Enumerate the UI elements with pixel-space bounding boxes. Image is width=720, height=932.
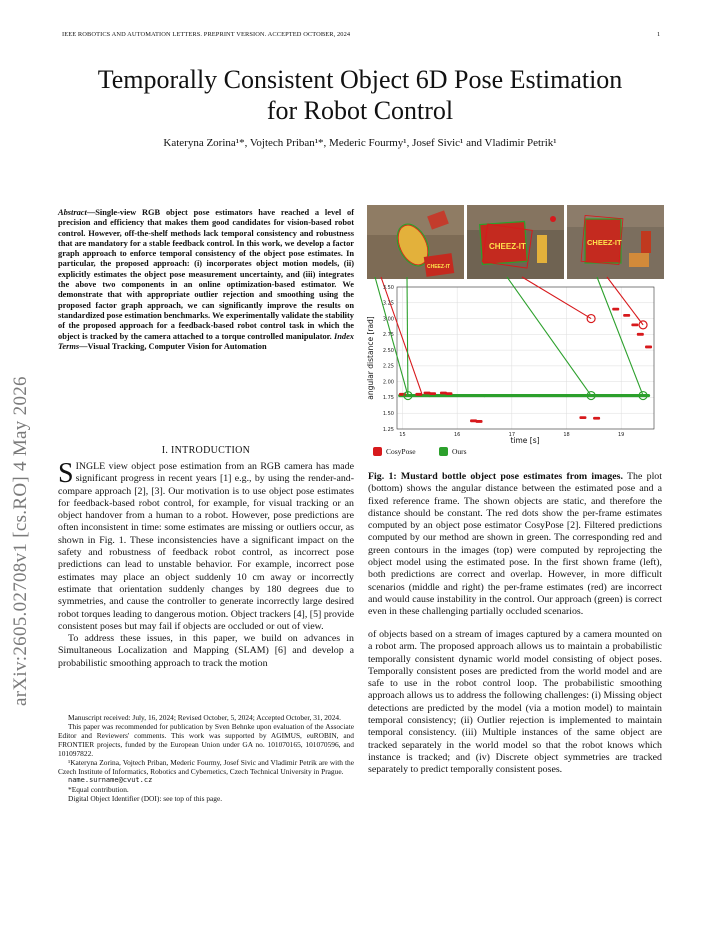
paper-title	[40, 64, 680, 126]
y-tick-label: 2.50	[382, 347, 394, 354]
legend-label-cosypose: CosyPose	[386, 447, 416, 456]
legend-swatch-cosypose	[373, 447, 382, 456]
x-tick-label: 16	[453, 432, 461, 438]
photo-label-middle: CHEEZ-IT	[489, 242, 526, 251]
highlight-marker	[639, 321, 647, 329]
legend-item-cosypose	[373, 447, 416, 456]
y-tick-label: 3.00	[382, 316, 394, 323]
footnotes	[58, 713, 354, 803]
y-tick-label: 2.00	[382, 379, 394, 386]
footnote-email[interactable]: name.surname@cvut.cz	[68, 776, 153, 784]
title-line-1: Temporally Consistent Object 6D Pose Estimation	[97, 65, 623, 94]
data-marks	[398, 308, 652, 423]
point-cosypose	[623, 314, 630, 317]
x-tick-label: 17	[508, 432, 516, 438]
legend-swatch-ours	[439, 447, 448, 456]
point-cosypose	[476, 420, 483, 423]
point-ours	[538, 394, 541, 397]
journal-header: IEEE ROBOTICS AND AUTOMATION LETTERS. PREPRINT VERSION. ACCEPTED OCTOBER, 2024	[62, 31, 351, 38]
connector-line	[407, 277, 408, 396]
y-tick-label: 3.25	[382, 300, 394, 307]
y-axis-label: angular distance [rad]	[366, 316, 375, 400]
point-cosypose	[415, 393, 422, 396]
footnote-doi: Digital Object Identifier (DOI): see top of this page.	[68, 794, 223, 803]
frame-image-left	[367, 205, 464, 279]
x-tick-label: 15	[399, 432, 406, 438]
point-cosypose	[637, 333, 644, 336]
intro-paragraph-2: To address these issues, in this paper, we build on advances in Simultaneous Localization and Mapping (SLAM) [6] and develop a probabilistic smoothing approach to track the motion	[58, 633, 354, 669]
figure-1	[367, 205, 664, 463]
caption-text: The plot (bottom) shows the angular distance between the estimated pose and a fixed reference frame. The shown objects are static, and therefore the distance should be constant. The red dots show the per-frame estimates computed by an object pose estimator CosyPose [2]. Filtered predictions computed by our method are shown in green. The corresponding red and green contours in the images (top) were computed by reprojecting the object model using the estimated pose. In the first shown frame (left), both predictions are correct and overlap. However, in more difficult scenarios (middle and right) the per-frame estimates (red) are incorrect and would cause instability in the control. Our approach (green) is correct even in these challenging partially occluded scenarios.	[368, 471, 662, 618]
footnote-received: Manuscript received: July, 16, 2024; Revised October, 5, 2024; Accepted October, 31, 2024.	[68, 713, 341, 722]
connector-line	[507, 277, 591, 396]
photo-label-left: CHEEZ-IT	[427, 264, 451, 270]
abstract-lead: Abstract	[58, 208, 87, 217]
legend-item-ours	[439, 447, 467, 456]
angular-distance-plot	[367, 279, 664, 447]
photo-label-right: CHEEZ-IT	[587, 238, 622, 247]
y-tick-label: 1.50	[382, 411, 394, 418]
plot-legend	[367, 447, 567, 459]
legend-label-ours: Ours	[452, 447, 467, 456]
x-tick-label: 18	[563, 432, 570, 438]
abstract	[58, 208, 354, 352]
y-tick-label: 3.50	[382, 284, 394, 291]
drop-cap: S	[58, 458, 74, 489]
abstract-text: —Single-view RGB object pose estimators have reached a level of precision and efficiency that makes them good candidates for vision-based robot control. However, off-the-shelf methods lack temporal consistency and robustness that are mandatory for a stable feedback control. In this work, we develop a factor graph approach to enforce temporal consistency of the object pose estimates. In particular, the proposed approach: (i) incorporates object motion models, (ii) explicitly estimates the object pose measurement uncertainty, and (iii) integrates the above two components in an online optimization-based estimator. We demonstrate that with appropriate outlier rejection and smoothing using the proposed factor graph approach, we can significantly improve the results on standardized pose estimation benchmarks. We experimentally validate the stability of the proposed approach for a feedback-based robot control task in which the object is tracked by the camera attached to a torque controlled manipulator.	[58, 208, 354, 341]
y-tick-label: 1.25	[382, 426, 394, 433]
point-cosypose	[445, 392, 452, 395]
x-tick-label: 19	[618, 432, 625, 438]
index-terms: —Visual Tracking, Computer Vision for Automation	[79, 341, 267, 351]
axis-ticks	[383, 285, 625, 438]
y-tick-label: 1.75	[382, 395, 394, 402]
point-cosypose	[645, 346, 652, 349]
arxiv-stamp[interactable]: arXiv:2605.02708v1 [cs.RO] 4 May 2026	[10, 376, 31, 706]
point-cosypose	[579, 416, 586, 419]
author-list: Kateryna Zorina¹*, Vojtech Priban¹*, Mederic Fourmy¹, Josef Sivic¹ and Vladimir Petrik¹	[163, 137, 557, 149]
right-column-text: of objects based on a stream of images captured by a camera mounted on a robot arm. The proposed approach allows us to maintain a probabilistic temporally consistent dynamic world model consisting of object poses. Temporally consistent poses are predicted from the world model and are safe to use in the robot control loop. The probabilistic smoothing approach allows us to address the following challenges: (i) Missing object detections are predicted by the model (via a motion model) to maintain temporal consistency; (ii) Outlier rejection is implemented to maintain temporal consistency. (iii) Multiple instances of the same object are tracked separately in the world model so that the robot knows which instance is tracked; and (iv) Discrete object symmetries are tracked separately to predict temporally consistent poses.	[368, 629, 662, 776]
title-line-2: for Robot Control	[266, 96, 454, 125]
point-ours	[565, 394, 568, 397]
point-cosypose	[631, 323, 638, 326]
page-number: 1	[657, 31, 661, 38]
point-ours	[456, 394, 459, 397]
frame-image-middle	[467, 205, 564, 279]
point-ours	[620, 394, 623, 397]
footnote-equal: *Equal contribution.	[68, 785, 129, 794]
figure-caption	[368, 471, 662, 619]
intro-paragraph-1	[58, 458, 354, 633]
footnote-recommended: This paper was recommended for publication by Sven Behnke upon evaluation of the Associate Editor and Reviewers' comments. This work was supported by AGIMUS, euROBIN, and FRONTIER projects, funded by the European Union under GA no. 101070165, 101070596, and 101097822.	[58, 722, 354, 758]
intro-p1-text: INGLE view object pose estimation from an RGB camera has made significant progress in recent years [1] e.g., by using the render-and-compare approach [2], [3]. Our motivation is to use object pose estimates for feedback-based robot control, for example, for visual tracking or an object handover from a human to a robot. However, pose predictions are often inconsistent in time: some estimates are missing or outliers occur, as shown in Fig. 1. These inconsistencies have a significant impact on the safety and robustness of feedback robot control, as incorrect pose predictions can lead to unstable behavior. For example, incorrect pose estimates may place an object suddenly 10 cm away or incorrectly estimate that orientation suddenly changes by 180 degrees due to symmetries, and cause the controller to generate incorrectly large desired robot torques leading to dangerous motion. Object trackers [4], [5] provide consistent poses but may fail if objects are occluded or out of view.	[58, 461, 354, 632]
point-cosypose	[429, 392, 436, 395]
point-ours	[483, 394, 486, 397]
y-tick-label: 2.75	[382, 332, 394, 339]
frame-image-right	[567, 205, 664, 279]
point-cosypose	[593, 417, 600, 420]
introduction-text	[58, 458, 354, 670]
index-terms-label: Index Terms	[58, 331, 354, 351]
y-tick-label: 2.25	[382, 363, 394, 370]
footnote-affiliation: ¹Kateryna Zorina, Vojtech Priban, Mederic Fourmy, Josef Sivic and Vladimir Petrik are with the Czech Institute of Informatics, Robotics and Cybernetics, Czech Technical University in Prague.	[58, 758, 354, 776]
section-heading-introduction: I. INTRODUCTION	[161, 445, 251, 456]
point-cosypose	[612, 308, 619, 311]
caption-title: Fig. 1: Mustard bottle object pose estimates from images.	[368, 471, 623, 482]
image-plot-connectors	[375, 277, 643, 396]
point-ours	[510, 394, 513, 397]
x-axis-label: time [s]	[510, 436, 540, 445]
